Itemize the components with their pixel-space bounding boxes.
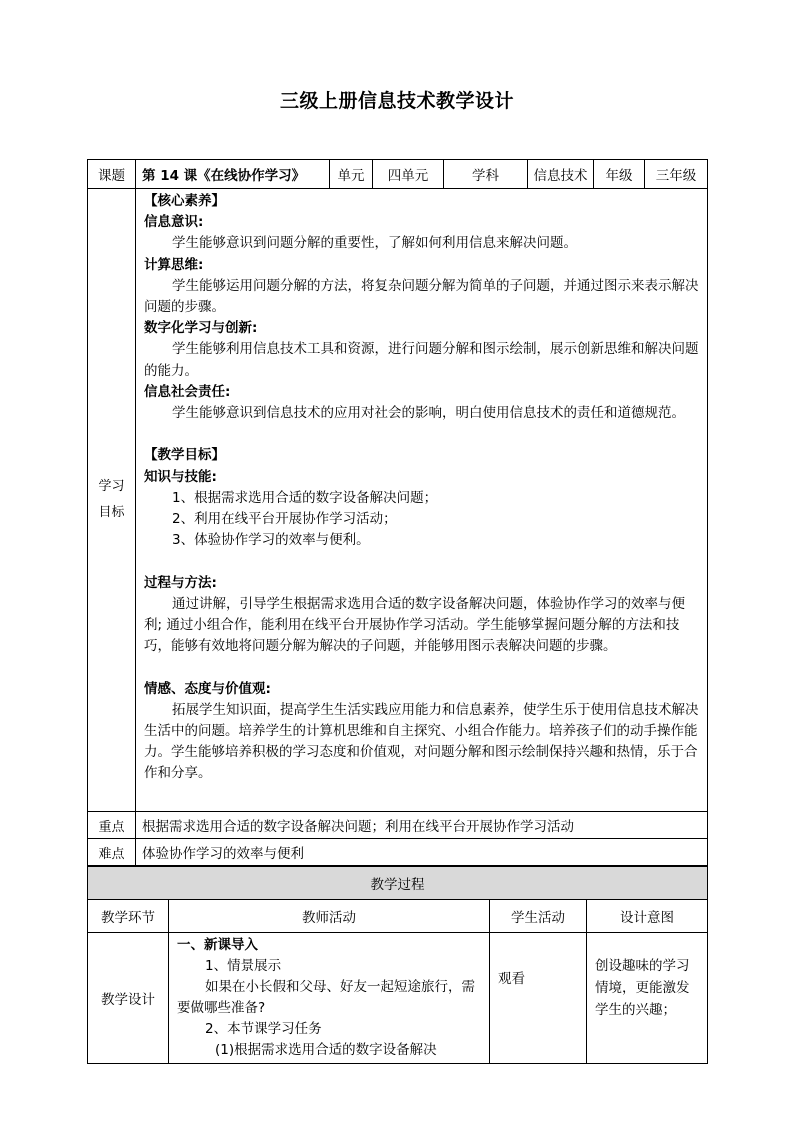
teacher-line: 1、情景展示: [205, 958, 282, 974]
process-row-label: 教学设计: [88, 933, 169, 1064]
social-responsibility-heading: 信息社会责任:: [144, 383, 231, 400]
grade-label: 年级: [594, 160, 645, 189]
process-header-row: [88, 900, 708, 933]
objectives-label-line1: 学习: [98, 479, 125, 494]
objectives-label: [88, 189, 136, 812]
emotion-attitude-text: 拓展学生知识面，提高学生生活实践应用能力和信息素养，使学生乐于使用信息技术解决生活中的问题。培养学生的计算机思维和自主探究、小组合作能力。培养孩子们的动手操作能力。学生能够培养积极的学习态度和价值观，对问题分解和图示绘制保持兴趣和热情，乐于合作和分享。: [144, 701, 699, 782]
lesson-info-table: [87, 159, 708, 866]
teaching-goal-heading: 【教学目标】: [144, 447, 225, 464]
process-section-title: 教学过程: [88, 867, 708, 900]
objectives-row: [88, 189, 708, 812]
document-title: 三级上册信息技术教学设计: [279, 90, 514, 112]
difficult-point-row: [88, 839, 708, 866]
digital-learning-text: 学生能够利用信息技术工具和资源，进行问题分解和图示绘制，展示创新思维和解决问题的能力。: [144, 341, 699, 379]
objectives-label-line2: 目标: [98, 505, 125, 520]
key-point-text: 根据需求选用合适的数字设备解决问题；利用在线平台开展协作学习活动: [136, 812, 708, 839]
digital-learning-heading: 数字化学习与创新:: [144, 320, 258, 337]
teacher-line: 2、本节课学习任务: [205, 1021, 322, 1037]
knowledge-item: 1、根据需求选用合适的数字设备解决问题；: [172, 489, 438, 506]
core-literacy-heading: 【核心素养】: [144, 193, 225, 209]
column-header-student: 学生活动: [490, 900, 587, 933]
info-awareness-text: 学生能够意识到问题分解的重要性，了解如何利用信息来解决问题。: [172, 235, 577, 252]
header-row: [88, 160, 708, 189]
teacher-line: (1)根据需求选用合适的数字设备解决: [215, 1042, 437, 1058]
student-activity-cell: 观看: [490, 933, 587, 1064]
objectives-content: [136, 189, 708, 812]
computational-thinking-heading: 计算思维:: [144, 256, 204, 273]
teacher-activity-cell: [169, 933, 490, 1064]
lesson-label: 课题: [88, 160, 136, 189]
difficult-point-label: 难点: [88, 839, 136, 866]
computational-thinking-text: 学生能够运用问题分解的方法，将复杂问题分解为简单的子问题，并通过图示来表示解决问题的步骤。: [144, 277, 699, 316]
process-method-heading: 过程与方法:: [144, 574, 217, 591]
knowledge-item: 3、体验协作学习的效率与便利。: [172, 532, 370, 549]
process-row: [88, 933, 708, 1064]
knowledge-skill-heading: 知识与技能:: [144, 468, 217, 485]
process-method-text: 通过讲解，引导学生根据需求选用合适的数字设备解决问题，体验协作学习的效率与便利; 通过小组合作，能利用在线平台开展协作学习活动。学生能够掌握问题分解的方法和技巧，能够有效地将问题分解为解决的子问题，并能够用图示表解决问题的步骤。: [144, 595, 685, 655]
key-point-row: [88, 812, 708, 839]
grade-value: 三年级: [645, 160, 708, 189]
teaching-process-table: [87, 866, 708, 1064]
teacher-heading: 一、新课导入: [177, 937, 258, 953]
unit-label: 单元: [330, 160, 373, 189]
emotion-attitude-heading: 情感、态度与价值观:: [144, 680, 271, 697]
teacher-line: 如果在小长假和父母、好友一起短途旅行，需要做哪些准备?: [177, 979, 475, 1016]
difficult-point-text: 体验协作学习的效率与便利: [136, 839, 708, 866]
social-responsibility-text: 学生能够意识到信息技术的应用对社会的影响，明白使用信息技术的责任和道德规范。: [172, 405, 685, 422]
info-awareness-heading: 信息意识:: [144, 214, 204, 231]
column-header-intent: 设计意图: [587, 900, 708, 933]
key-point-label: 重点: [88, 812, 136, 839]
process-title-row: [88, 867, 708, 900]
subject-label: 学科: [444, 160, 528, 189]
column-header-stage: 教学环节: [88, 900, 169, 933]
subject-value: 信息技术: [528, 160, 594, 189]
design-intent-cell: 创设趣味的学习情境，更能激发学生的兴趣；: [587, 933, 708, 1064]
unit-value: 四单元: [373, 160, 444, 189]
lesson-value: 第 14 课《在线协作学习》: [136, 160, 330, 189]
knowledge-item: 2、利用在线平台开展协作学习活动；: [172, 511, 397, 528]
column-header-teacher: 教师活动: [169, 900, 490, 933]
